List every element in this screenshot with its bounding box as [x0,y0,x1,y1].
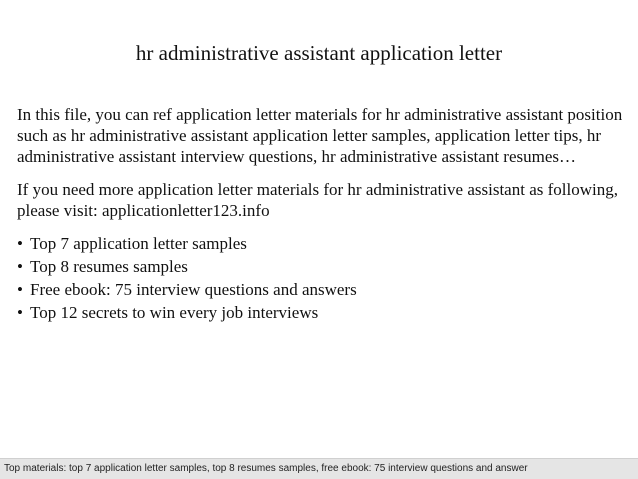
list-item [17,256,629,277]
list-item-text: Top 8 resumes samples [30,257,188,276]
list-item [17,302,629,323]
materials-list [17,233,629,323]
intro-paragraph: In this file, you can ref application letter materials for hr administrative assistant position such as hr administrative assistant application letter samples, application letter tips, hr administrative assistant interview questions, hr administrative assistant resumes… [17,105,623,166]
more-info-paragraph: If you need more application letter materials for hr administrative assistant as following, please visit: applicationletter123.info [17,180,618,220]
footer-bar: Top materials: top 7 application letter samples, top 8 resumes samples, free ebook: 75 interview questions and answer [0,458,638,479]
bullet-icon: • [17,257,23,276]
list-item [17,279,629,300]
list-item [17,233,629,254]
list-item-text: Top 7 application letter samples [30,234,247,253]
bullet-icon: • [17,280,23,299]
list-item-text: Top 12 secrets to win every job interviews [30,303,319,322]
list-item-text: Free ebook: 75 interview questions and answers [30,280,357,299]
page-title: hr administrative assistant application letter [135,41,503,65]
document-body [17,104,629,325]
bullet-icon: • [17,234,23,253]
bullet-icon: • [17,303,23,322]
